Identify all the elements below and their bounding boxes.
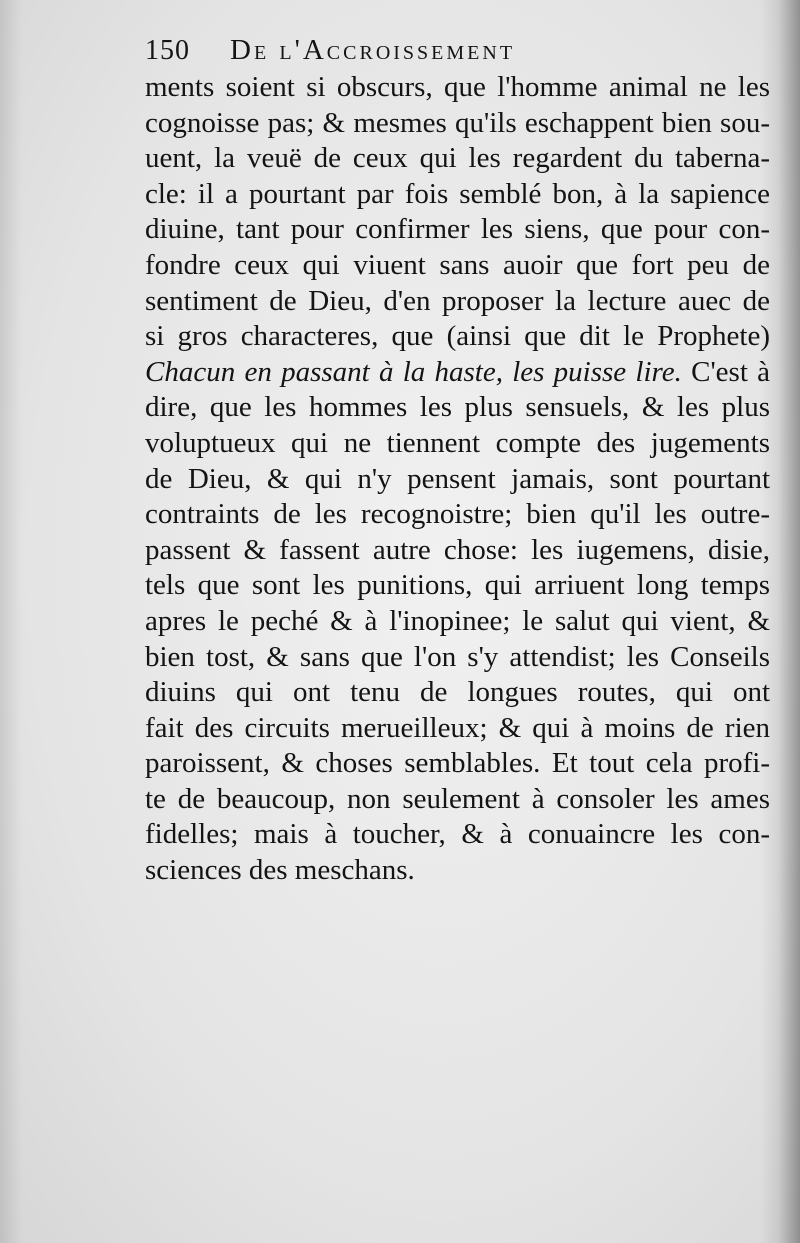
text-line: si gros characteres, que (ainsi que dit le Prophete): [145, 320, 770, 353]
text-line: passent & fassent autre chose: les iugemens, disie,: [145, 533, 770, 566]
text-line: diuine, tant pour confirmer les siens, que pour con-: [145, 213, 770, 246]
text-line: fondre ceux qui viuent sans auoir que fort peu de: [145, 248, 770, 281]
text-line-scripture-quote: [145, 355, 770, 391]
text-line: bien tost, & sans que l'on s'y attendist; les Conseils: [145, 640, 770, 673]
text-line: contraints de les recognoistre; bien qu'il les outre-: [145, 498, 770, 531]
text-line: de Dieu, & qui n'y pensent jamais, sont pourtant: [145, 462, 770, 495]
text-line: dire, que les hommes les plus sensuels, & les plus: [145, 391, 770, 424]
text-line: ments soient si obscurs, que l'homme animal ne les: [145, 71, 770, 103]
text-line: tels que sont les punitions, qui arriuent long temps: [145, 569, 770, 602]
running-head: [145, 34, 755, 67]
text-line: diuins qui ont tenu de longues routes, qui ont: [145, 676, 770, 709]
quote-continuation: C'est à: [681, 355, 770, 388]
text-line: te de beaucoup, non seulement à consoler les ames: [145, 782, 770, 815]
text-line: voluptueux qui ne tiennent compte des jugements: [145, 426, 770, 459]
scripture-quote: Chacun en passant à la haste, les puisse lire.: [145, 355, 682, 388]
page-number: 150: [145, 35, 190, 66]
text-line-final: sciences des meschans.: [145, 854, 415, 887]
text-line: cognoisse pas; & mesmes qu'ils eschappent bien sou-: [145, 106, 770, 139]
text-line: uent, la veuë de ceux qui les regardent du taberna-: [145, 142, 770, 175]
text-line: cle: il a pourtant par fois semblé bon, à la sapience: [145, 177, 770, 210]
body-text: [145, 70, 770, 889]
text-line: fait des circuits merueilleux; & qui à moins de rien: [145, 711, 770, 744]
text-line: paroissent, & choses semblables. Et tout cela profi-: [145, 747, 770, 780]
text-line: apres le peché & à l'inopinee; le salut qui vient, &: [145, 604, 770, 637]
text-line: sentiment de Dieu, d'en proposer la lecture auec de: [145, 284, 770, 317]
running-title: De l'Accroissement: [230, 34, 516, 66]
text-line: fidelles; mais à toucher, & à conuaincre les con-: [145, 818, 770, 851]
bleed-through-text: [150, 870, 770, 1200]
